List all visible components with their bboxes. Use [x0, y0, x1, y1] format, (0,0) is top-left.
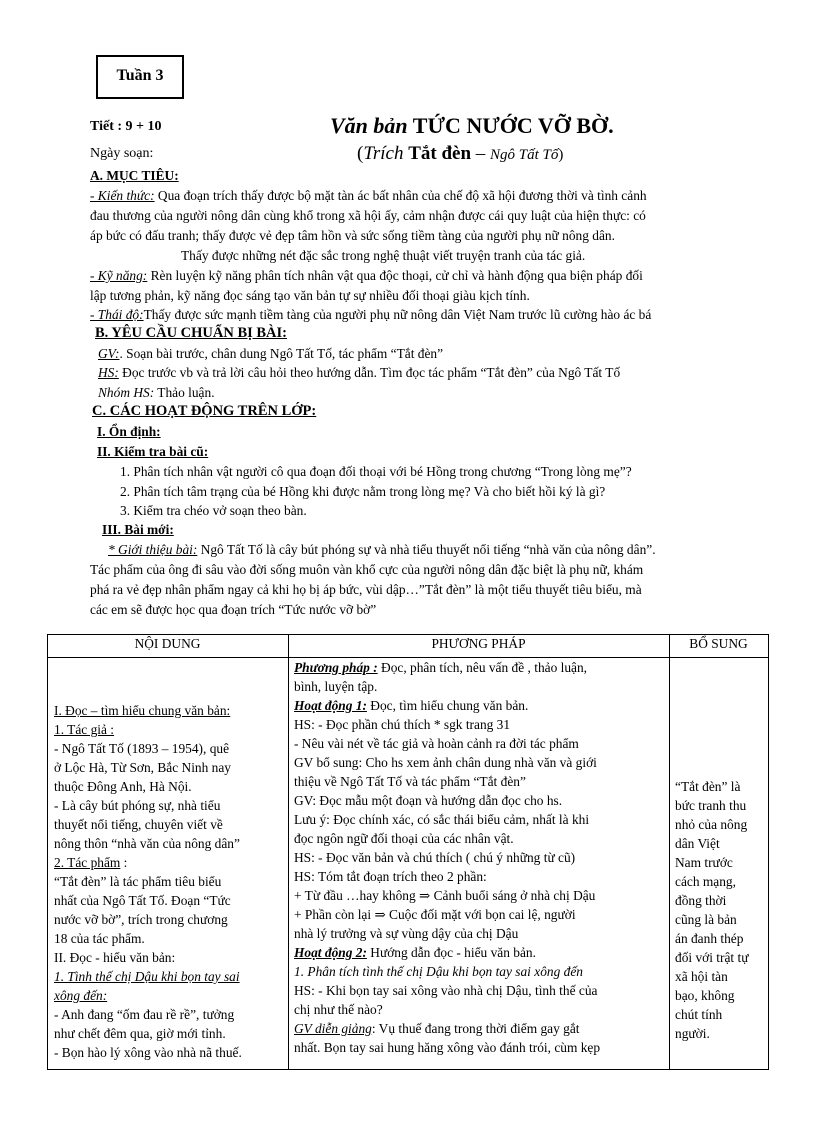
sub-close: ) — [558, 147, 564, 163]
c2-line: thiệu về Ngô Tất Tố và tác phẩm “Tắt đèn” — [294, 774, 526, 789]
c2-line: Lưu ý: Đọc chính xác, có sắc thái biểu cảm, nhất là khi — [294, 812, 590, 827]
c3-line: Nam trước — [675, 855, 733, 870]
c1-line: ở Lộc Hà, Từ Sơn, Bắc Ninh nay — [54, 760, 231, 775]
c1-tinh-the-heading-2: xông đến: — [54, 988, 108, 1003]
c1-tac-pham — [54, 853, 127, 872]
table-header-method: PHƯƠNG PHÁP — [431, 636, 526, 651]
c3-line: người. — [675, 1026, 710, 1041]
table-header-content: NỘI DUNG — [134, 636, 201, 651]
kn-line-1 — [90, 266, 780, 285]
intro-line-1 — [108, 540, 798, 559]
c2-line: 1. Phân tích tình thế chị Dậu khi bọn tay sai xông đến — [294, 964, 583, 979]
c1-doc-hieu-heading: II. Đọc - hiểu văn bản: — [54, 950, 176, 965]
table-border-bottom — [47, 1069, 769, 1070]
c2-activity-2-text: Hướng dẫn đọc - hiểu văn bản. — [366, 945, 536, 960]
c3-line: xã hội tàn — [675, 969, 728, 984]
c2-activity-2 — [294, 943, 536, 962]
c3-line: nhỏ của nông — [675, 817, 748, 832]
c1-line: nhất của Ngô Tất Tố. Đoạn “Tức — [54, 893, 231, 908]
hs-line — [98, 363, 788, 382]
lesson-title — [330, 113, 614, 139]
section-a-heading: A. MỤC TIÊU: — [90, 168, 179, 183]
c2-gv-label: GV diễn giảng — [294, 1021, 372, 1036]
c3-line: cũng là bản — [675, 912, 737, 927]
c2-line: GV: Đọc mẫu một đoạn và hướng dẫn đọc cho hs. — [294, 793, 563, 808]
table-header-extra: BỔ SUNG — [689, 636, 748, 651]
c1-line: - Là cây bút phóng sự, nhà tiểu — [54, 798, 221, 813]
c2-line: bình, luyện tập. — [294, 679, 378, 694]
c-iii-heading: III. Bài mới: — [102, 522, 174, 537]
sub-work: Tắt đèn — [408, 143, 472, 164]
intro-line-2: Tác phẩm của ông đi sâu vào đời sống muôn vàn khổ cực của người nông dân đặc biệt là phụ nữ, khám — [90, 562, 644, 577]
c2-line: HS: - Đọc phần chú thích * sgk trang 31 — [294, 717, 511, 732]
intro-line-3: phá ra vẻ đẹp nhân phẩm ngay cả khi họ bị áp bức, vùi dập…”Tắt đèn” là một tiểu thuyết tiêu biểu, mà — [90, 582, 642, 597]
kt-text-1: Qua đoạn trích thấy được bộ mặt tàn ác bất nhân của chế độ xã hội đương thời và tình cảnh — [154, 188, 647, 203]
week-box — [96, 55, 184, 99]
c1-line: - Anh đang “ốm đau rề rề”, tưởng — [54, 1007, 235, 1022]
c2-gv-text: : Vụ thuế đang trong thời điểm gay gắt — [371, 1021, 580, 1036]
c2-activity-2-label: Hoạt động 2: — [294, 945, 367, 960]
table-border-left — [47, 634, 48, 1070]
kt-label: - Kiến thức: — [90, 188, 155, 203]
c-ii-heading: II. Kiểm tra bài cũ: — [97, 444, 209, 459]
c2-activity-1 — [294, 696, 528, 715]
question-2: 2. Phân tích tâm trạng của bé Hồng khi được nằm trong lòng mẹ? Và cho biết hồi ký là gì? — [120, 484, 606, 499]
c2-line: HS: - Đọc văn bản và chú thích ( chú ý những từ cũ) — [294, 850, 576, 865]
nhom-text: Thảo luận. — [154, 385, 215, 400]
week-label: Tuần 3 — [116, 67, 164, 84]
c3-line: bạo, không — [675, 988, 735, 1003]
title-prefix: Văn bản — [330, 113, 408, 138]
sub-author: Ngô Tất Tố — [490, 147, 559, 163]
c2-method-line — [294, 658, 587, 677]
c1-line: thuyết nổi tiếng, chuyên viết về — [54, 817, 223, 832]
intro-label: * Giới thiệu bài: — [108, 542, 198, 557]
c2-line: HS: Tóm tắt đoạn trích theo 2 phần: — [294, 869, 487, 884]
title-main: TỨC NƯỚC VỠ BỜ. — [412, 113, 614, 138]
c2-line: + Từ đầu …hay không ⇒ Cảnh buổi sáng ở nhà chị Dậu — [294, 888, 596, 903]
c2-line: + Phần còn lại ⇒ Cuộc đối mặt với bọn cai lệ, người — [294, 907, 576, 922]
kt-line-1 — [90, 186, 780, 205]
section-c-heading: C. CÁC HOẠT ĐỘNG TRÊN LỚP: — [92, 403, 317, 419]
period-label: Tiết : 9 + 10 — [90, 119, 162, 134]
c3-line: cách mạng, — [675, 874, 736, 889]
c3-line: đồng thời — [675, 893, 727, 908]
kn-label: - Kỹ năng: — [90, 268, 148, 283]
c2-gv-line — [294, 1019, 580, 1038]
c1-line: thuộc Đông Anh, Hà Nội. — [54, 779, 192, 794]
c1-tinh-the-heading: 1. Tình thế chị Dậu khi bọn tay sai — [54, 969, 240, 984]
question-3: 3. Kiểm tra chéo vở soạn theo bàn. — [120, 503, 307, 518]
c3-line: “Tắt đèn” là — [675, 779, 741, 794]
c1-doc-heading: I. Đọc – tìm hiểu chung văn bản: — [54, 703, 231, 718]
td-text-1: Thấy được sức mạnh tiềm tàng của người phụ nữ nông dân Việt Nam trước lũ cường hào ác bá — [143, 307, 652, 322]
sub-open: ( — [357, 143, 364, 164]
sub-trich: Trích — [363, 143, 404, 164]
hs-text: Đọc trước vb và trả lời câu hỏi theo hướng dẫn. Tìm đọc tác phẩm “Tắt đèn” của Ngô Tất Tố — [118, 365, 621, 380]
section-b-heading: B. YÊU CẦU CHUẨN BỊ BÀI: — [95, 325, 288, 341]
lesson-subtitle — [357, 143, 563, 165]
c1-line: 18 của tác phẩm. — [54, 931, 145, 946]
c1-tac-pham-colon: : — [120, 855, 128, 870]
kt-line-4: Thấy được những nét đặc sắc trong nghệ thuật viết truyện tranh của tác giả. — [181, 248, 586, 263]
c2-line: GV bổ sung: Cho hs xem ảnh chân dung nhà văn và giới — [294, 755, 597, 770]
c1-line: nông thôn “nhà văn của nông dân” — [54, 836, 240, 851]
c2-line: đọc ngôn ngữ đối thoại của các nhân vật. — [294, 831, 514, 846]
c3-line: bức tranh thu — [675, 798, 747, 813]
gv-text: . Soạn bài trước, chân dung Ngô Tất Tố, tác phẩm “Tắt đèn” — [119, 346, 444, 361]
c1-tac-pham-label: 2. Tác phẩm — [54, 855, 121, 870]
lesson-table — [47, 634, 769, 1070]
c2-line: - Nêu vài nét về tác giả và hoàn cảnh ra đời tác phẩm — [294, 736, 579, 751]
kt-line-3: áp bức có đấu tranh; thấy được vẻ đẹp tâm hồn và sức sống tiềm tàng của người phụ nữ nông dân. — [90, 228, 615, 243]
c3-line: đối với trật tự — [675, 950, 749, 965]
date-label: Ngày soạn: — [90, 146, 154, 161]
c-i-heading: I. Ổn định: — [97, 424, 161, 439]
c2-line: nhà lý trưởng và sự vùng dậy của chị Dậu — [294, 926, 519, 941]
kt-line-2: đau thương của người nông dân cùng khổ trong xã hội ấy, cảm nhận được cái quy luật của hiện thực: có — [90, 208, 646, 223]
c3-line: chút tính — [675, 1007, 723, 1022]
gv-line — [98, 344, 788, 363]
c1-line: nước vỡ bờ”, trích trong chương — [54, 912, 228, 927]
c2-activity-1-label: Hoạt động 1: — [294, 698, 367, 713]
c1-line: - Bọn hào lý xông vào nhà nã thuế. — [54, 1045, 242, 1060]
c1-line: như chết đêm qua, giờ mới tỉnh. — [54, 1026, 226, 1041]
question-1: 1. Phân tích nhân vật người cô qua đoạn đối thoại với bé Hồng trong chương “Trong lòng mẹ”? — [120, 464, 632, 479]
c2-method-label: Phương pháp : — [294, 660, 378, 675]
intro-line-4: các em sẽ được học qua đoạn trích “Tức nước vỡ bờ” — [90, 602, 377, 617]
table-border-top — [47, 634, 769, 635]
sub-dash: – — [471, 143, 491, 164]
table-divider-1 — [288, 634, 289, 1070]
td-line-1 — [90, 305, 780, 324]
kn-text-1: Rèn luyện kỹ năng phân tích nhân vật qua độc thoại, cử chỉ và hành động qua biện pháp đối — [147, 268, 643, 283]
table-divider-2 — [669, 634, 670, 1070]
c2-method-text: Đọc, phân tích, nêu vấn đề , thảo luận, — [377, 660, 588, 675]
c3-line: án đanh thép — [675, 931, 744, 946]
hs-label: HS: — [98, 365, 119, 380]
c1-line: - Ngô Tất Tố (1893 – 1954), quê — [54, 741, 230, 756]
c1-line: “Tắt đèn” là tác phẩm tiêu biểu — [54, 874, 222, 889]
c2-activity-1-text: Đọc, tìm hiểu chung văn bản. — [366, 698, 529, 713]
nhom-line — [98, 383, 788, 402]
kn-line-2: lập tương phản, kỹ năng đọc sáng tạo văn bản tự sự nhiều đối thoại giàu kịch tính. — [90, 288, 530, 303]
c2-line: HS: - Khi bọn tay sai xông vào nhà chị Dậu, tình thế của — [294, 983, 598, 998]
c2-line: chị như thế nào? — [294, 1002, 383, 1017]
c1-tac-gia: 1. Tác giả : — [54, 722, 114, 737]
gv-label: GV: — [98, 346, 120, 361]
intro-text-1: Ngô Tất Tố là cây bút phóng sự và nhà tiểu thuyết nổi tiếng “nhà văn của nông dân”. — [197, 542, 656, 557]
c3-line: dân Việt — [675, 836, 720, 851]
table-border-right — [768, 634, 769, 1070]
nhom-label: Nhóm HS: — [98, 385, 155, 400]
c2-line: nhất. Bọn tay sai hung hăng xông vào đánh trói, cùm kẹp — [294, 1040, 601, 1055]
td-label: - Thái độ: — [90, 307, 144, 322]
